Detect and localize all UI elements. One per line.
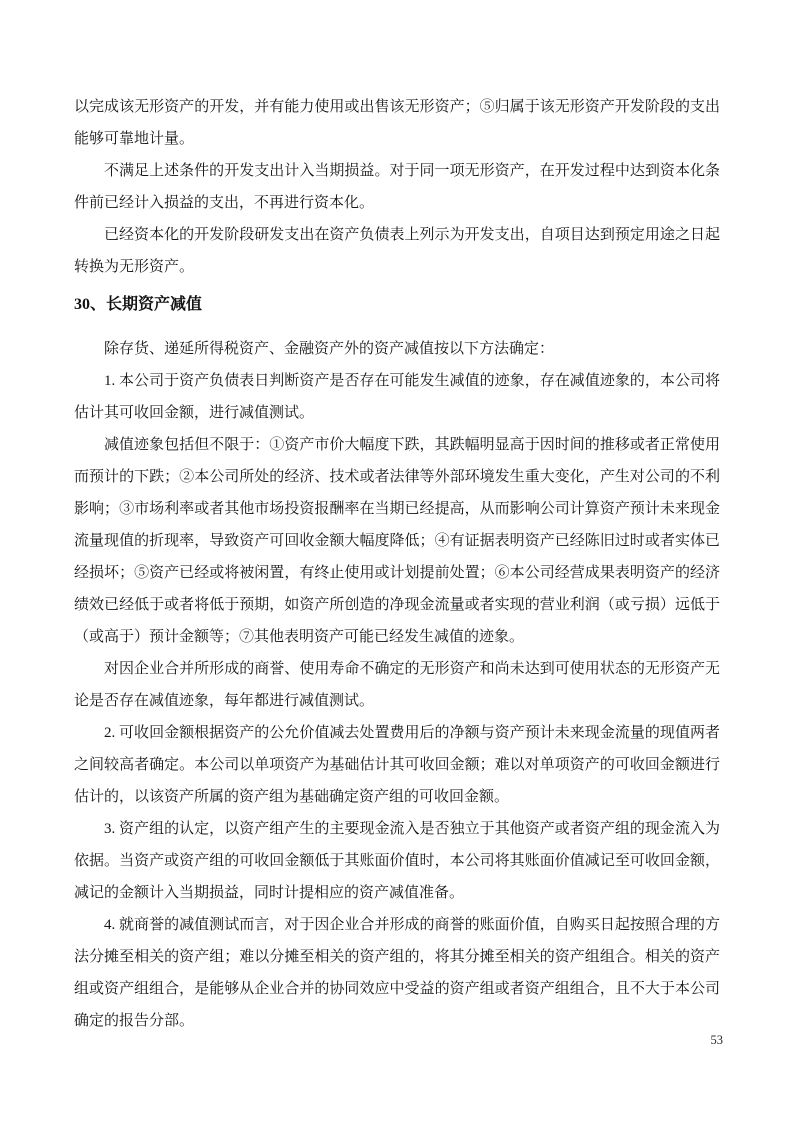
body-paragraph-continuation: 以完成该无形资产的开发，并有能力使用或出售该无形资产；⑤归属于该无形资产开发阶段的支出能够可靠地计量。 (74, 99, 720, 147)
body-paragraph: 不满足上述条件的开发支出计入当期损益。对于同一项无形资产，在开发过程中达到资本化条件前已经计入损益的支出，不再进行资本化。 (74, 163, 720, 211)
page-number: 53 (710, 1033, 723, 1047)
body-paragraph-item-1: 1. 本公司于资产负债表日判断资产是否存在可能发生减值的迹象，存在减值迹象的，本公司将估计其可收回金额，进行减值测试。 (74, 373, 720, 421)
body-paragraph-item-2: 2. 可收回金额根据资产的公允价值减去处置费用后的净额与资产预计未来现金流量的现值两者之间较高者确定。本公司以单项资产为基础估计其可收回金额；难以对单项资产的可收回金额进行估计的，以该资产所属的资产组为基础确定资产组的可收回金额。 (74, 725, 720, 805)
body-paragraph: 已经资本化的开发阶段研发支出在资产负债表上列示为开发支出，自项目达到预定用途之日起转换为无形资产。 (74, 227, 720, 275)
body-paragraph-item-3: 3. 资产组的认定，以资产组产生的主要现金流入是否独立于其他资产或者资产组的现金流入为依据。当资产或资产组的可收回金额低于其账面价值时，本公司将其账面价值减记至可收回金额，减记的金额计入当期损益，同时计提相应的资产减值准备。 (74, 821, 720, 901)
body-paragraph: 除存货、递延所得税资产、金融资产外的资产减值按以下方法确定： (104, 341, 555, 357)
body-paragraph-item-4: 4. 就商誉的减值测试而言，对于因企业合并形成的商誉的账面价值，自购买日起按照合理的方法分摊至相关的资产组；难以分摊至相关的资产组的，将其分摊至相关的资产组组合。相关的资产组或资产组组合，是能够从企业合并的协同效应中受益的资产组或者资产组组合，且不大于本公司确定的报告分部。 (74, 917, 720, 1029)
body-paragraph-goodwill-annual-test: 对因企业合并所形成的商誉、使用寿命不确定的无形资产和尚未达到可使用状态的无形资产无论是否存在减值迹象，每年都进行减值测试。 (74, 661, 720, 709)
section-heading-30-long-term-asset-impairment: 30、长期资产减值 (74, 296, 203, 313)
body-paragraph-impairment-indicators: 减值迹象包括但不限于：①资产市价大幅度下跌，其跌幅明显高于因时间的推移或者正常使用而预计的下跌；②本公司所处的经济、技术或者法律等外部环境发生重大变化，产生对公司的不利影响；③市场利率或者其他市场投资报酬率在当期已经提高，从而影响公司计算资产预计未来现金流量现值的折现率，导致资产可回收金额大幅度降低；④有证据表明资产已经陈旧过时或者实体已经损坏；⑤资产已经或将被闲置，有终止使用或计划提前处置；⑥本公司经营成果表明资产的经济绩效已经低于或者将低于预期，如资产所创造的净现金流量或者实现的营业利润（或亏损）远低于（或高于）预计金额等；⑦其他表明资产可能已经发生减值的迹象。 (74, 437, 720, 645)
